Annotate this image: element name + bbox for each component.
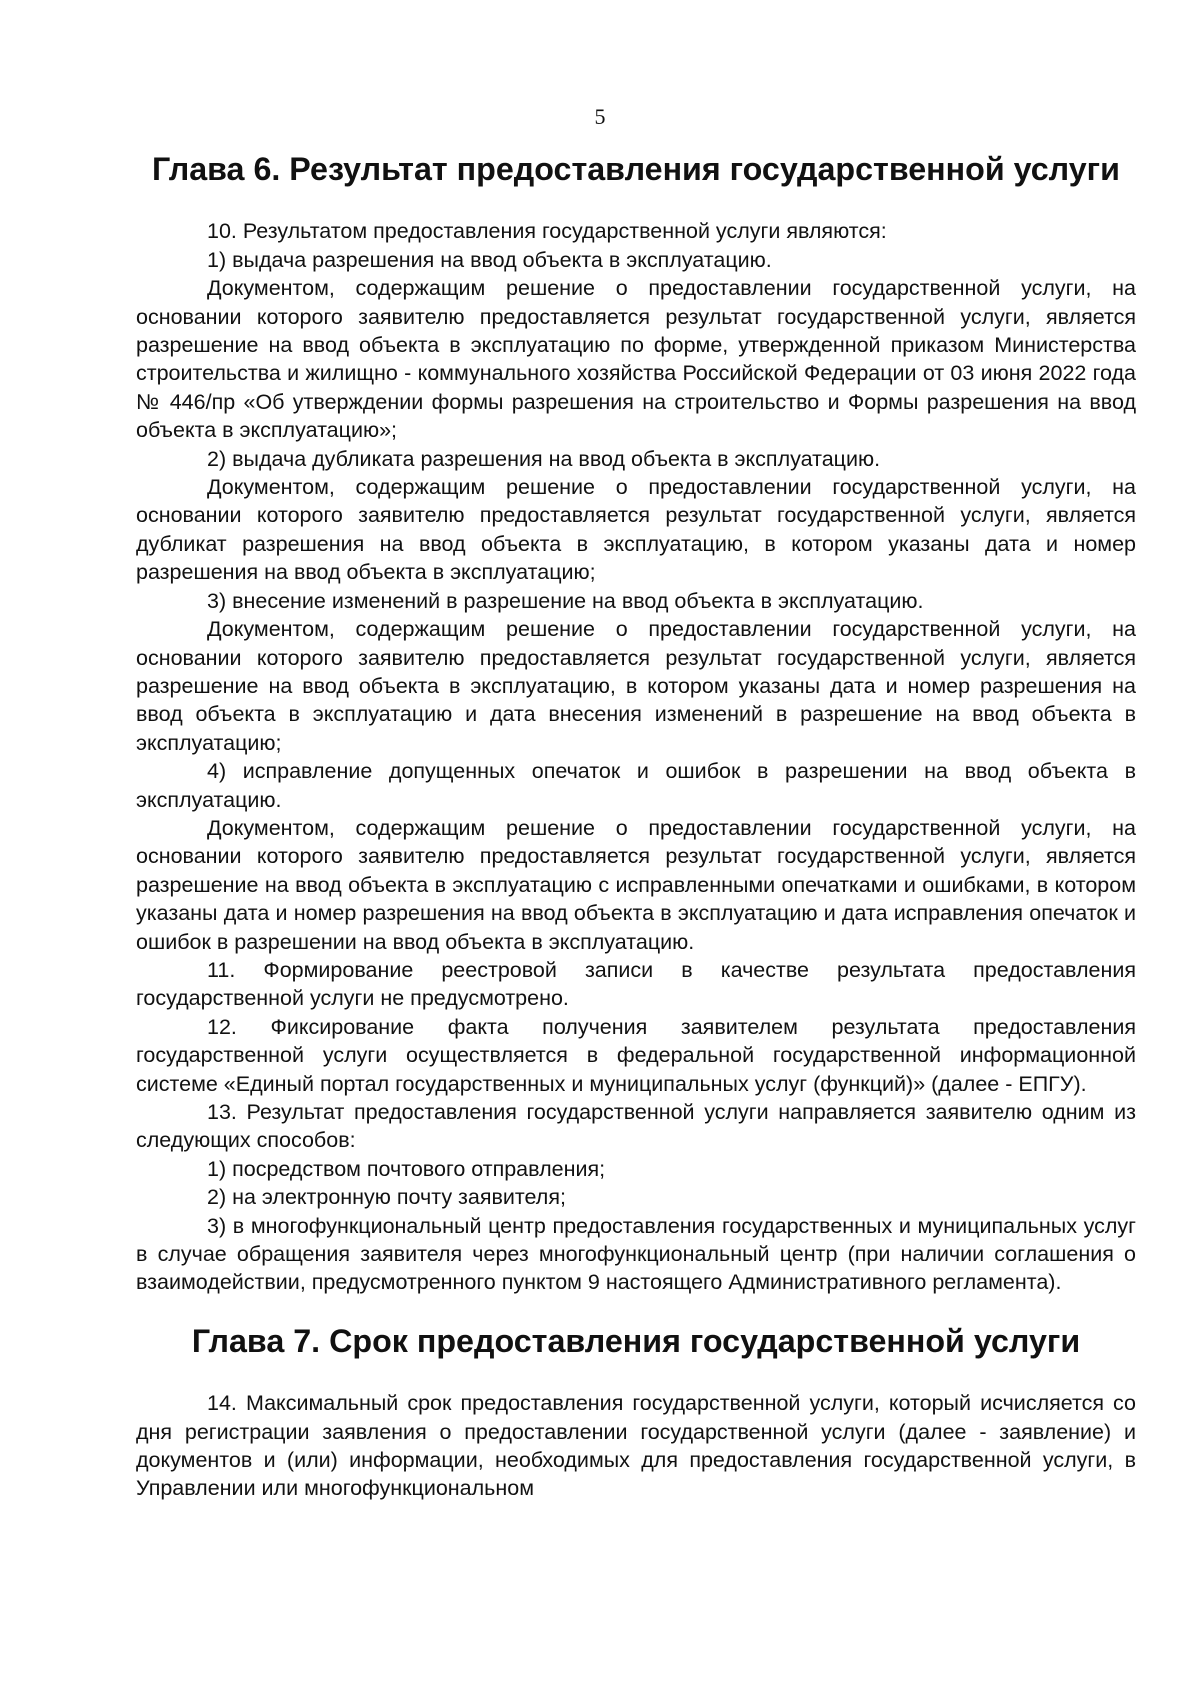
- paragraph: 14. Максимальный срок предоставления государственной услуги, который исчисляется со дня регистрации заявления о предоставлении государственной услуги (далее - заявление) и документов и (или) информации, необходимых для предоставления государственной услуги, в Управлении или многофункциональном: [136, 1391, 1136, 1501]
- chapter-6-heading: Глава 6. Результат предоставления государственной услуги: [152, 151, 1120, 187]
- document-body: [136, 151, 1136, 1503]
- paragraph: 2) выдача дубликата разрешения на ввод объекта в эксплуатацию.: [207, 446, 881, 471]
- paragraph: 13. Результат предоставления государственной услуги направляется заявителю одним из следующих способов:: [136, 1100, 1136, 1153]
- paragraph: Документом, содержащим решение о предоставлении государственной услуги, на основании которого заявителю предоставляется результат государственной услуги, является разрешение на ввод объекта в эксплуатацию, в котором указаны дата и номер разрешения на ввод объекта в эксплуатацию и дата внесения изменений в разрешение на ввод объекта в эксплуатацию;: [136, 617, 1136, 755]
- paragraph: 3) в многофункциональный центр предоставления государственных и муниципальных услуг в случае обращения заявителя через многофункциональный центр (при наличии соглашения о взаимодействии, предусмотренного пунктом 9 настоящего Административного регламента).: [136, 1213, 1136, 1295]
- paragraph: 11. Формирование реестровой записи в качестве результата предоставления государственной услуги не предусмотрено.: [136, 957, 1136, 1011]
- chapter-6-body: [136, 217, 1136, 1296]
- paragraph: Документом, содержащим решение о предоставлении государственной услуги, на основании которого заявителю предоставляется результат государственной услуги, является дубликат разрешения на ввод объекта в эксплуатацию, в котором указаны дата и номер разрешения на ввод объекта в эксплуатацию;: [136, 475, 1136, 585]
- paragraph: 1) посредством почтового отправления;: [207, 1156, 606, 1181]
- paragraph: 4) исправление допущенных опечаток и ошибок в разрешении на ввод объекта в эксплуатацию.: [136, 759, 1136, 812]
- paragraph: 10. Результатом предоставления государственной услуги являются:: [207, 219, 887, 244]
- chapter-7-heading: Глава 7. Срок предоставления государственной услуги: [191, 1322, 1081, 1359]
- paragraph: 2) на электронную почту заявителя;: [207, 1185, 566, 1210]
- paragraph: 3) внесение изменений в разрешение на ввод объекта в эксплуатацию.: [207, 588, 924, 613]
- paragraph: Документом, содержащим решение о предоставлении государственной услуги, на основании которого заявителю предоставляется результат государственной услуги, является разрешение на ввод объекта в эксплуатацию с исправленными опечатками и ошибками, в котором указаны дата и номер разрешения на ввод объекта в эксплуатацию и дата исправления опечаток и ошибок в разрешении на ввод объекта в эксплуатацию.: [136, 815, 1136, 954]
- paragraph: 12. Фиксирование факта получения заявителем результата предоставления государственной услуги осуществляется в федеральной государственной информационной системе «Единый портал государственных и муниципальных услуг (функций)» (далее - ЕПГУ).: [136, 1014, 1136, 1096]
- paragraph: 1) выдача разрешения на ввод объекта в эксплуатацию.: [207, 247, 772, 272]
- page-number: 5: [594, 104, 606, 129]
- paragraph: Документом, содержащим решение о предоставлении государственной услуги, на основании которого заявителю предоставляется результат государственной услуги, является разрешение на ввод объекта в эксплуатацию по форме, утвержденной приказом Министерства строительства и жилищно - коммунального хозяйства Российской Федерации от 03 июня 2022 года № 446/пр «Об утверждении формы разрешения на строительство и Формы разрешения на ввод объекта в эксплуатацию»;: [136, 276, 1136, 443]
- chapter-7-body: [136, 1389, 1136, 1503]
